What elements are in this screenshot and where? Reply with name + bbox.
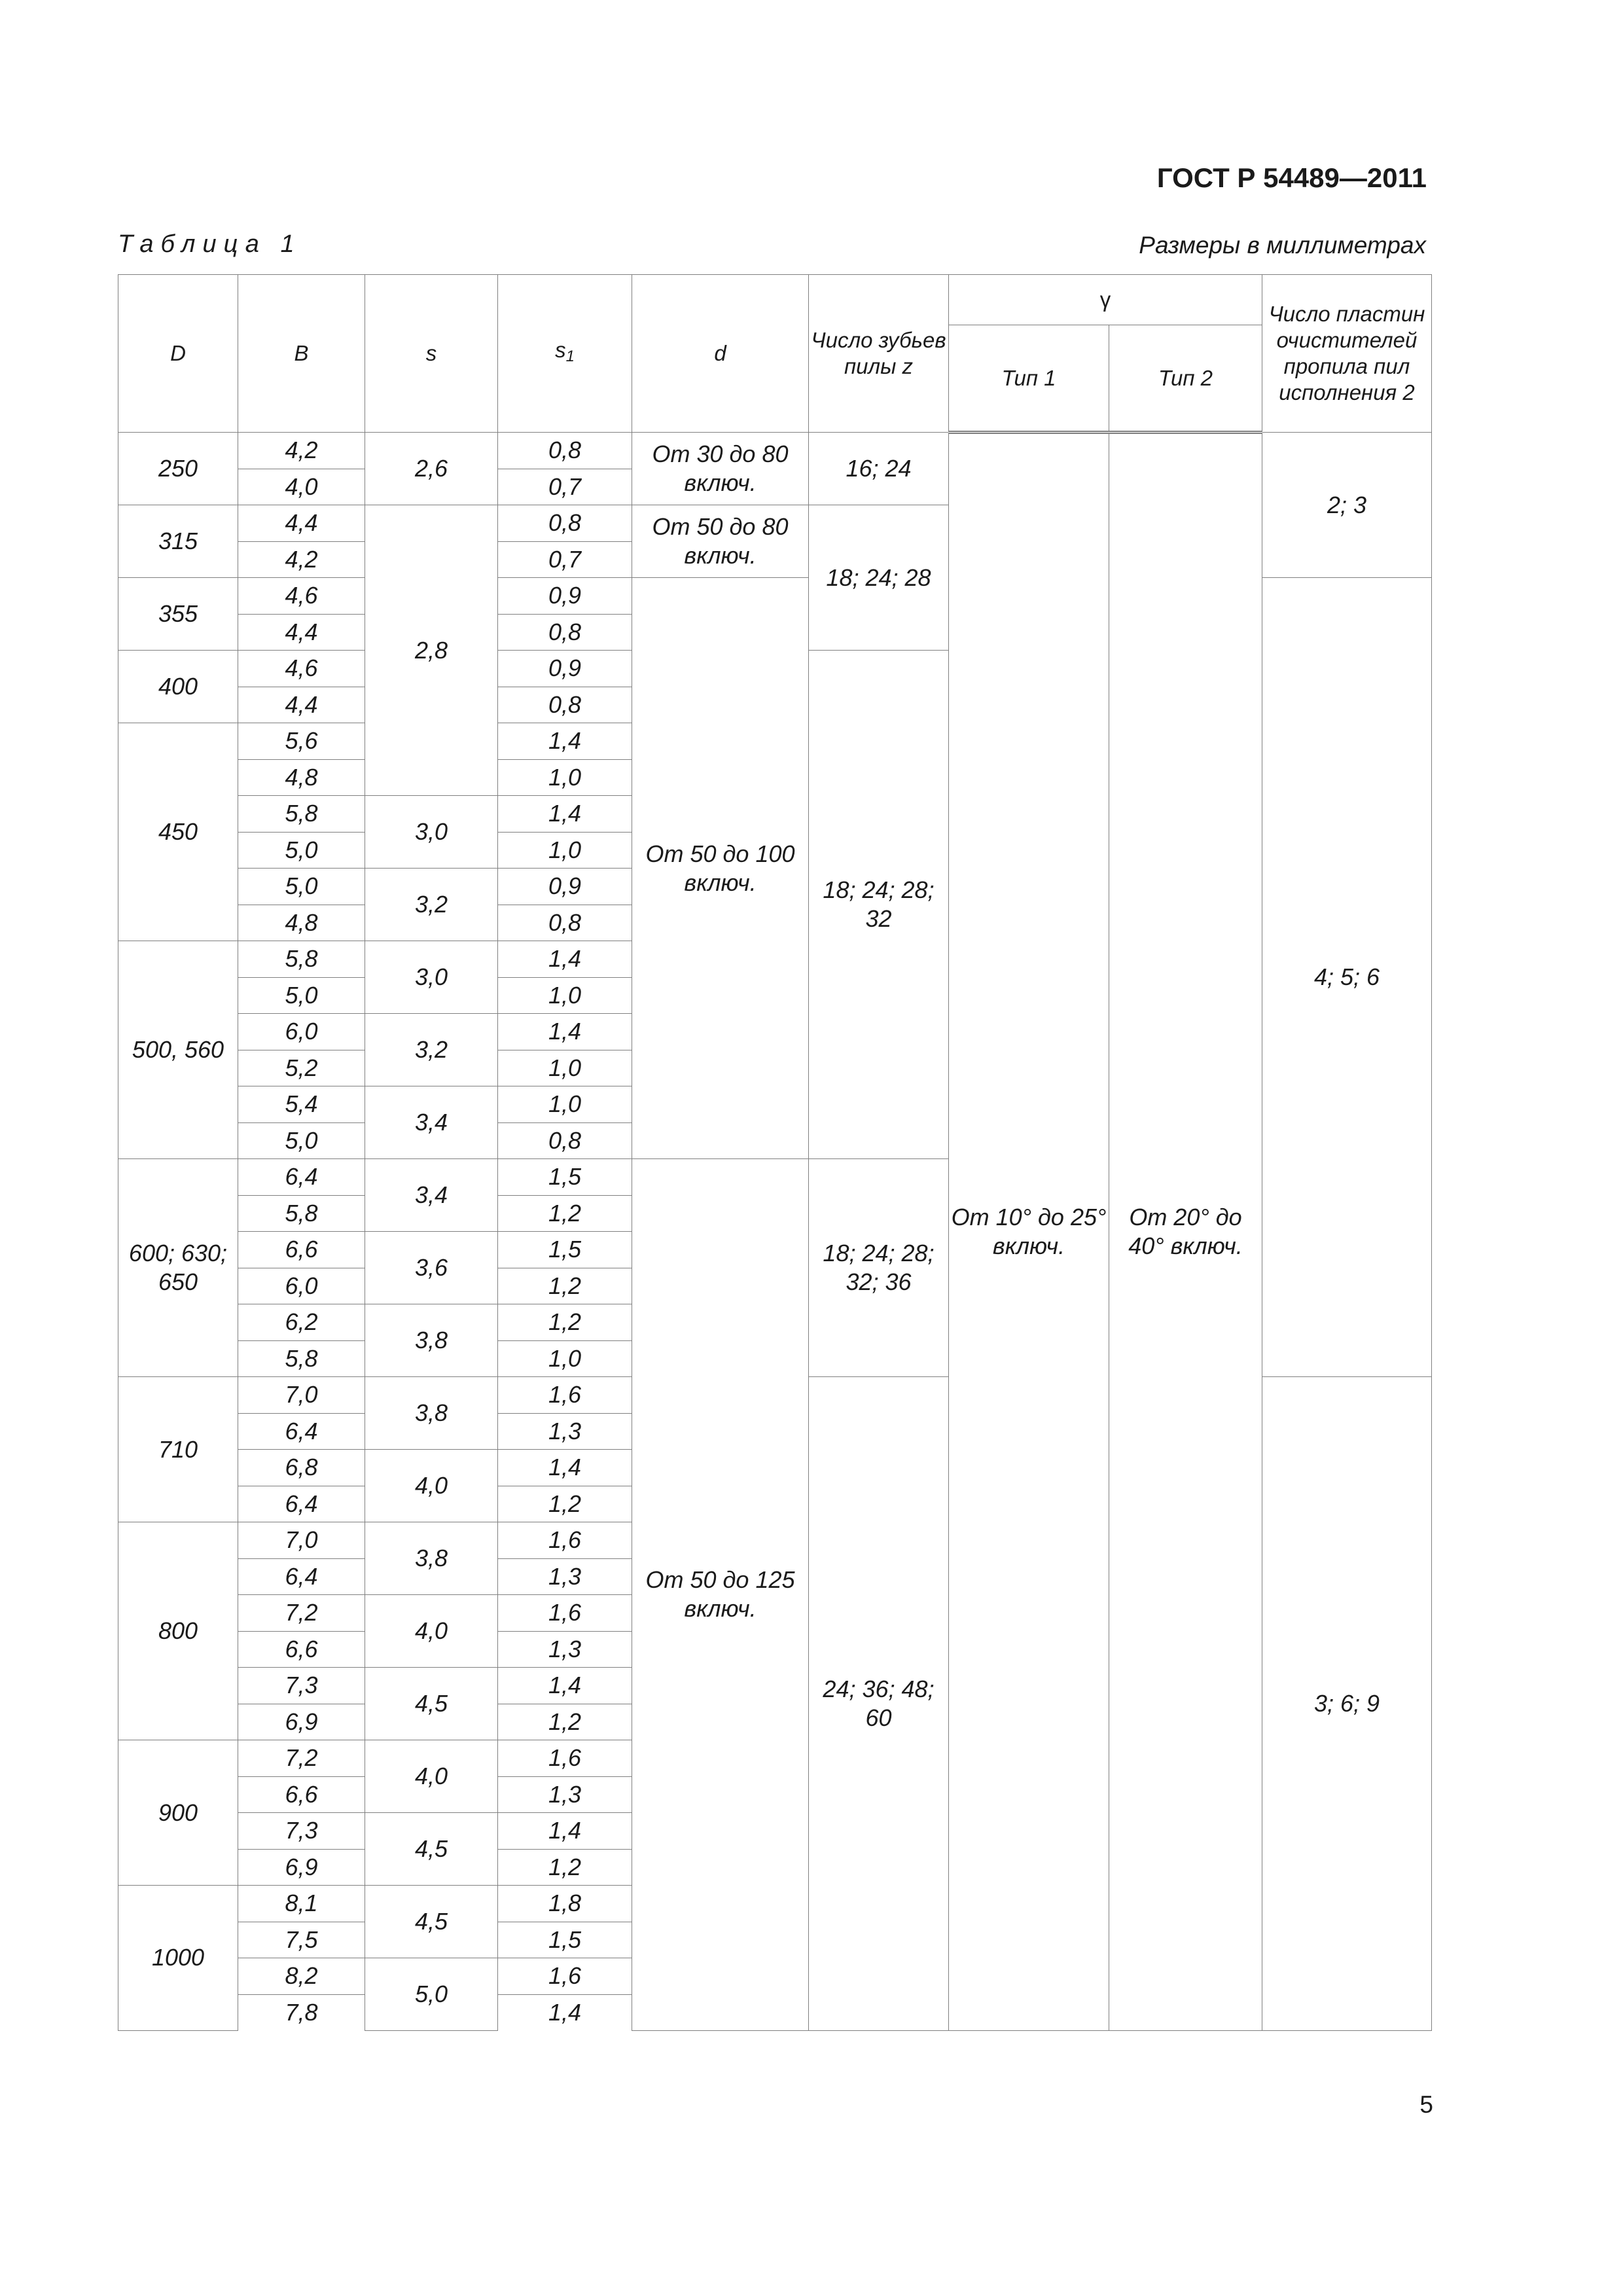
cell-s1: 1,4 <box>498 1994 632 2030</box>
cell-s: 3,2 <box>365 1014 498 1086</box>
cell-B: 4,8 <box>238 905 365 941</box>
cell-s1: 0,7 <box>498 541 632 578</box>
cell-s: 4,0 <box>365 1740 498 1813</box>
cell-B: 4,6 <box>238 651 365 687</box>
cell-B: 6,8 <box>238 1450 365 1486</box>
cell-z: 16; 24 <box>809 433 949 505</box>
cell-B: 5,0 <box>238 869 365 905</box>
table-caption: Таблица 1 <box>118 230 302 258</box>
cell-B: 5,8 <box>238 1195 365 1232</box>
cell-s1: 1,2 <box>498 1704 632 1740</box>
cell-s1: 1,4 <box>498 796 632 833</box>
header-d: d <box>632 275 809 433</box>
cell-z: 18; 24; 28; 32; 36 <box>809 1159 949 1377</box>
cell-B: 7,3 <box>238 1668 365 1704</box>
page-number: 5 <box>1419 2091 1433 2118</box>
cell-B: 4,0 <box>238 469 365 505</box>
cell-B: 6,4 <box>238 1413 365 1450</box>
cell-s1: 1,3 <box>498 1631 632 1668</box>
cell-D: 1000 <box>118 1886 238 2031</box>
cell-s1: 0,9 <box>498 869 632 905</box>
cell-B: 7,3 <box>238 1813 365 1850</box>
cell-B: 6,9 <box>238 1849 365 1886</box>
cell-s1: 1,6 <box>498 1958 632 1995</box>
cell-s: 3,0 <box>365 941 498 1014</box>
units-note: Размеры в миллиметрах <box>1139 232 1426 259</box>
cell-s1: 1,4 <box>498 723 632 760</box>
header-teeth-count: Число зубьев пилы z <box>809 275 949 433</box>
cell-B: 4,6 <box>238 578 365 615</box>
cell-D: 400 <box>118 651 238 723</box>
table-row <box>118 433 1432 469</box>
cell-D: 450 <box>118 723 238 941</box>
cell-s1: 1,0 <box>498 1050 632 1086</box>
cell-s1: 0,9 <box>498 578 632 615</box>
cell-s: 3,0 <box>365 796 498 869</box>
cell-B: 7,2 <box>238 1595 365 1632</box>
cell-plates: 2; 3 <box>1262 433 1432 578</box>
cell-B: 7,0 <box>238 1377 365 1414</box>
cell-B: 4,2 <box>238 541 365 578</box>
cell-s: 2,6 <box>365 433 498 505</box>
cell-B: 6,4 <box>238 1558 365 1595</box>
cell-s1: 1,5 <box>498 1232 632 1268</box>
cell-B: 6,4 <box>238 1159 365 1196</box>
header-type-2: Тип 2 <box>1109 325 1262 433</box>
cell-s1: 0,8 <box>498 905 632 941</box>
cell-s: 3,4 <box>365 1086 498 1159</box>
cell-B: 7,8 <box>238 1994 365 2030</box>
cell-B: 5,0 <box>238 832 365 869</box>
cell-B: 4,4 <box>238 614 365 651</box>
cell-s: 3,8 <box>365 1522 498 1595</box>
cell-d: От 30 до 80 включ. <box>632 433 809 505</box>
cell-B: 7,2 <box>238 1740 365 1777</box>
header-gamma: γ <box>949 275 1262 325</box>
cell-B: 5,2 <box>238 1050 365 1086</box>
cell-s1: 0,8 <box>498 687 632 723</box>
cell-s1: 1,2 <box>498 1304 632 1341</box>
cell-D: 355 <box>118 578 238 651</box>
cell-s1: 1,6 <box>498 1595 632 1632</box>
cell-B: 5,0 <box>238 977 365 1014</box>
cell-s1: 1,0 <box>498 1086 632 1123</box>
cell-s1: 0,7 <box>498 469 632 505</box>
cell-s: 3,8 <box>365 1304 498 1377</box>
cell-D: 500, 560 <box>118 941 238 1159</box>
cell-s1: 0,8 <box>498 505 632 542</box>
cell-s: 3,4 <box>365 1159 498 1232</box>
cell-s1: 0,8 <box>498 1122 632 1159</box>
cell-s: 4,0 <box>365 1450 498 1522</box>
cell-s1: 1,4 <box>498 1668 632 1704</box>
cell-s: 2,8 <box>365 505 498 796</box>
cell-s: 5,0 <box>365 1958 498 2031</box>
cell-D: 600; 630; 650 <box>118 1159 238 1377</box>
cell-B: 5,8 <box>238 1340 365 1377</box>
cell-B: 8,1 <box>238 1886 365 1922</box>
cell-B: 5,0 <box>238 1122 365 1159</box>
cell-s1: 1,8 <box>498 1886 632 1922</box>
cell-s1: 1,5 <box>498 1159 632 1196</box>
cell-B: 5,6 <box>238 723 365 760</box>
cell-D: 710 <box>118 1377 238 1522</box>
cell-s1: 1,3 <box>498 1776 632 1813</box>
cell-s1: 1,0 <box>498 1340 632 1377</box>
cell-d: От 50 до 100 включ. <box>632 578 809 1159</box>
cell-B: 4,8 <box>238 759 365 796</box>
cell-s1: 1,2 <box>498 1268 632 1304</box>
cell-s1: 1,0 <box>498 759 632 796</box>
cell-gamma-type-1: От 10° до 25° включ. <box>949 433 1109 2031</box>
cell-B: 5,8 <box>238 796 365 833</box>
header-s1-subscript: 1 <box>565 348 575 365</box>
cell-s: 3,6 <box>365 1232 498 1304</box>
cell-s1: 0,9 <box>498 651 632 687</box>
document-number: ГОСТ Р 54489—2011 <box>1156 162 1427 193</box>
header-s1 <box>498 275 632 433</box>
cell-B: 6,2 <box>238 1304 365 1341</box>
cell-d: От 50 до 125 включ. <box>632 1159 809 2031</box>
cell-B: 4,4 <box>238 505 365 542</box>
cell-gamma-type-2: От 20° до 40° включ. <box>1109 433 1262 2031</box>
cell-s1: 1,2 <box>498 1195 632 1232</box>
table-body <box>118 433 1432 2031</box>
cell-B: 5,8 <box>238 941 365 978</box>
cell-D: 900 <box>118 1740 238 1886</box>
cell-s1: 0,8 <box>498 614 632 651</box>
cell-z: 18; 24; 28; 32 <box>809 651 949 1159</box>
cell-z: 18; 24; 28 <box>809 505 949 651</box>
cell-plates: 3; 6; 9 <box>1262 1377 1432 2031</box>
cell-B: 7,5 <box>238 1922 365 1958</box>
cell-s1: 1,5 <box>498 1922 632 1958</box>
cell-s1: 1,4 <box>498 1450 632 1486</box>
cell-plates: 4; 5; 6 <box>1262 578 1432 1377</box>
header-cleaner-plates: Число пластин очистителей пропила пил исполнения 2 <box>1262 275 1432 433</box>
cell-s1: 1,4 <box>498 1813 632 1850</box>
cell-B: 7,0 <box>238 1522 365 1559</box>
cell-s: 3,2 <box>365 869 498 941</box>
cell-s: 4,5 <box>365 1668 498 1740</box>
cell-s1: 1,2 <box>498 1849 632 1886</box>
cell-B: 6,0 <box>238 1268 365 1304</box>
saw-dimensions-table-container <box>118 274 1432 2031</box>
cell-s1: 1,4 <box>498 941 632 978</box>
cell-B: 8,2 <box>238 1958 365 1995</box>
header-s: s <box>365 275 498 433</box>
cell-s1: 1,6 <box>498 1377 632 1414</box>
cell-B: 4,2 <box>238 433 365 469</box>
cell-s1: 1,2 <box>498 1486 632 1522</box>
cell-s: 4,5 <box>365 1813 498 1886</box>
cell-B: 4,4 <box>238 687 365 723</box>
header-s1-base: s <box>555 338 566 362</box>
cell-s: 4,5 <box>365 1886 498 1958</box>
cell-B: 6,6 <box>238 1631 365 1668</box>
cell-D: 800 <box>118 1522 238 1740</box>
cell-s: 4,0 <box>365 1595 498 1668</box>
cell-B: 6,6 <box>238 1776 365 1813</box>
cell-s1: 1,6 <box>498 1522 632 1559</box>
header-B: B <box>238 275 365 433</box>
cell-B: 6,0 <box>238 1014 365 1050</box>
cell-s1: 1,0 <box>498 977 632 1014</box>
cell-s1: 1,4 <box>498 1014 632 1050</box>
cell-s1: 1,6 <box>498 1740 632 1777</box>
cell-s: 3,8 <box>365 1377 498 1450</box>
cell-B: 6,6 <box>238 1232 365 1268</box>
saw-dimensions-table <box>118 274 1432 2031</box>
cell-s1: 1,0 <box>498 832 632 869</box>
header-type-1: Тип 1 <box>949 325 1109 433</box>
cell-z: 24; 36; 48; 60 <box>809 1377 949 2031</box>
cell-B: 6,9 <box>238 1704 365 1740</box>
cell-s1: 1,3 <box>498 1413 632 1450</box>
header-D: D <box>118 275 238 433</box>
cell-D: 250 <box>118 433 238 505</box>
cell-s1: 1,3 <box>498 1558 632 1595</box>
cell-B: 5,4 <box>238 1086 365 1123</box>
cell-s1: 0,8 <box>498 433 632 469</box>
cell-D: 315 <box>118 505 238 578</box>
cell-B: 6,4 <box>238 1486 365 1522</box>
cell-d: От 50 до 80 включ. <box>632 505 809 578</box>
